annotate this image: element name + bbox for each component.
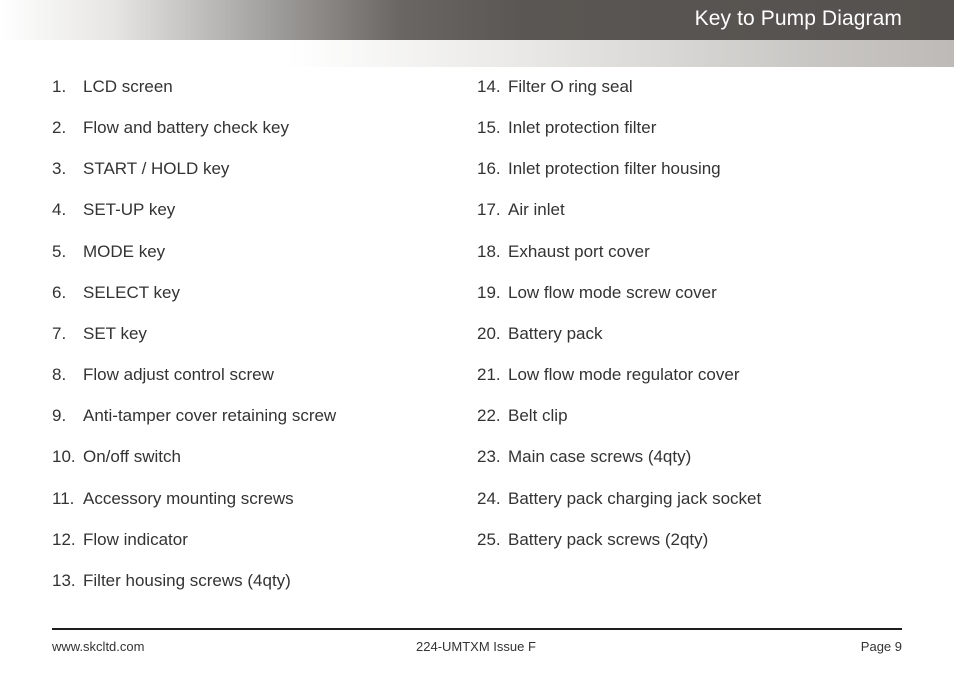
list-item-number: 22. [477, 406, 501, 426]
list-item-label: Inlet protection filter [508, 118, 657, 138]
list-item-number: 4. [52, 200, 67, 220]
list-item-number: 3. [52, 159, 67, 179]
list-item-number: 23. [477, 447, 501, 467]
list-item-label: Flow adjust control screw [83, 365, 274, 385]
list-item-label: Air inlet [508, 200, 565, 220]
list-item-number: 8. [52, 365, 67, 385]
list-item-label: On/off switch [83, 447, 181, 467]
footer-document-code: 224-UMTXM Issue F [416, 639, 536, 654]
list-item-label: Filter O ring seal [508, 77, 633, 96]
list-item-label: Accessory mounting screws [83, 488, 294, 508]
list-item-label: Exhaust port cover [508, 241, 650, 261]
list-item-label: SET-UP key [83, 200, 176, 220]
list-item-number: 21. [477, 365, 501, 385]
list-item-label: Main case screws (4qty) [508, 447, 692, 467]
list-item-number: 17. [477, 200, 501, 220]
header-strip [0, 40, 954, 67]
footer-page-number: Page 9 [860, 639, 902, 654]
list-item-label: START / HOLD key [83, 159, 230, 179]
list-item-label: Inlet protection filter housing [508, 159, 721, 179]
list-item-number: 5. [52, 241, 67, 261]
list-item-number: 2. [52, 118, 67, 138]
list-item-label: Low flow mode screw cover [508, 282, 717, 302]
list-item-number: 16. [477, 159, 501, 179]
list-item-label: Filter housing screws (4qty) [83, 570, 291, 590]
list-item-number: 10. [52, 447, 76, 467]
list-item-number: 24. [477, 488, 501, 508]
list-item-number: 25. [477, 529, 501, 549]
list-item-number: 20. [477, 323, 501, 343]
list-item-number: 1. [52, 77, 67, 96]
page-title: Key to Pump Diagram [694, 7, 902, 30]
list-item-label: Battery pack charging jack socket [508, 488, 762, 508]
list-item-number: 11. [52, 488, 75, 508]
list-item-label: MODE key [83, 241, 166, 261]
footer-divider [52, 628, 902, 630]
list-item-label: LCD screen [83, 77, 173, 96]
list-item-label: SELECT key [83, 282, 181, 302]
list-item-label: Battery pack [508, 323, 603, 343]
list-item-label: Anti-tamper cover retaining screw [83, 406, 337, 426]
header-band [0, 0, 954, 40]
list-item-number: 19. [477, 282, 501, 302]
list-item-number: 6. [52, 282, 67, 302]
list-item-number: 15. [477, 118, 501, 138]
list-item-label: Flow indicator [83, 529, 188, 549]
list-item-label: Flow and battery check key [83, 118, 289, 138]
list-item-label: Battery pack screws (2qty) [508, 529, 709, 549]
list-item-number: 12. [52, 529, 76, 549]
footer-website: www.skcltd.com [52, 639, 145, 654]
list-item-number: 14. [477, 77, 501, 96]
list-item-number: 13. [52, 570, 76, 590]
list-item-number: 9. [52, 406, 67, 426]
list-item-label: SET key [83, 323, 147, 343]
list-item-label: Low flow mode regulator cover [508, 365, 740, 385]
list-item-label: Belt clip [508, 406, 568, 426]
list-item-number: 7. [52, 323, 67, 343]
list-item-number: 18. [477, 241, 501, 261]
